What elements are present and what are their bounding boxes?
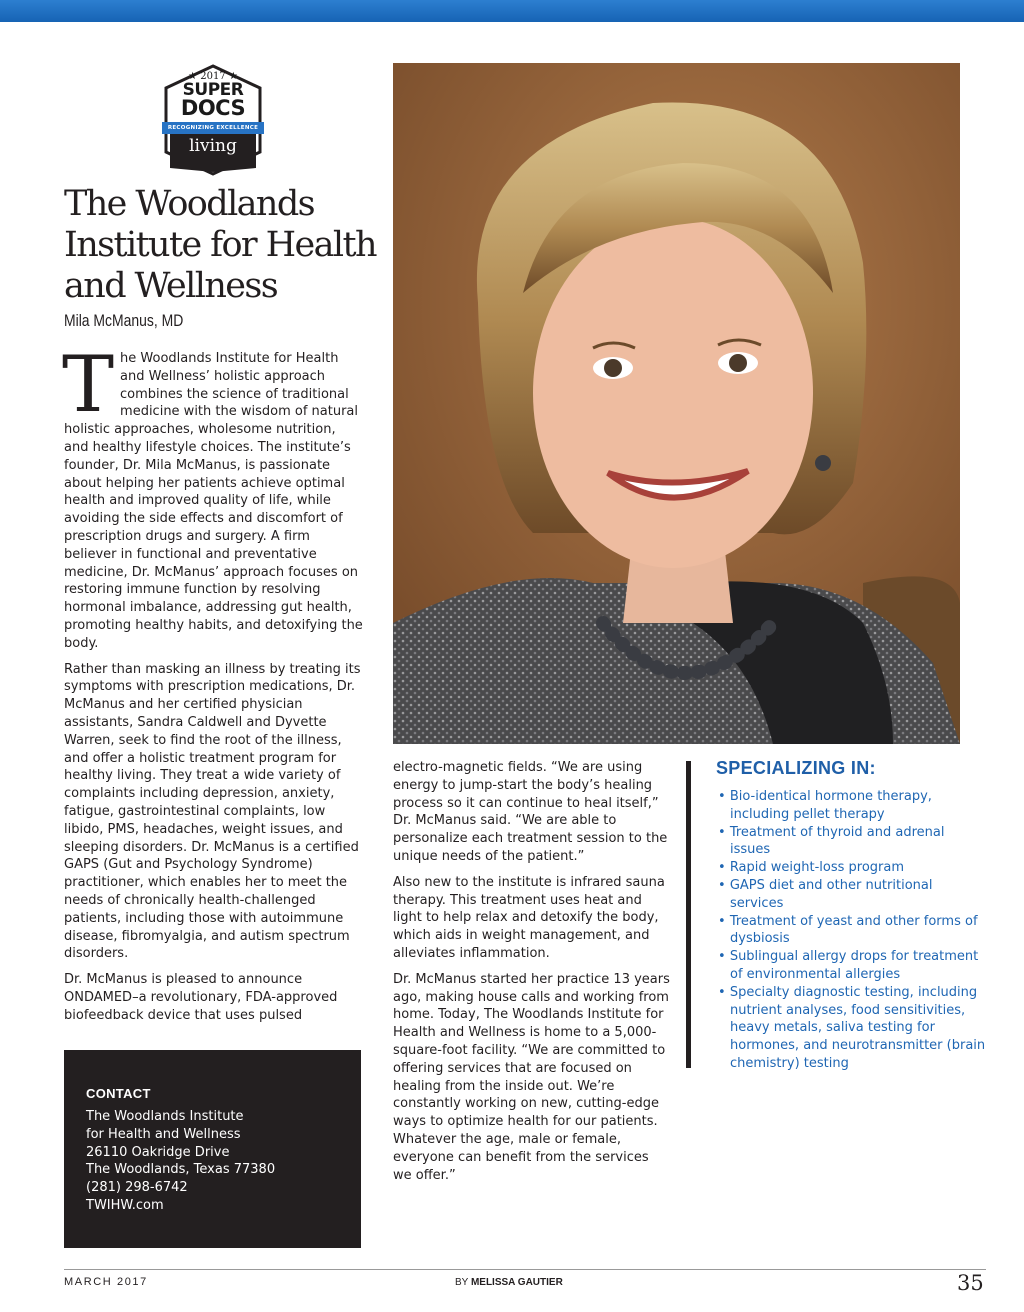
portrait-illustration (393, 63, 960, 744)
list-item: • Sublingual allergy drops for treatment of environmental allergies (716, 948, 986, 984)
footer-by-label: BY (455, 1277, 469, 1288)
list-item: • Treatment of thyroid and adrenal issues (716, 824, 986, 860)
title-line: Institute for Health (64, 225, 376, 265)
badge-docs: DOCS (180, 96, 246, 120)
list-item: • GAPS diet and other nutritional services (716, 877, 986, 913)
contact-city: The Woodlands, Texas 77380 (86, 1162, 276, 1178)
paragraph-text: he Woodlands Institute for Health and Wellness’ holistic approach combines the science of traditional medicine with the wisdom of natural holistic approaches, wholesome nutrition, and healthy lifestyle choices. The institute’s founder, Dr. Mila McManus, is passionate about helping her patients achieve optimal health and improved quality of life, while avoiding the side effects and discomfort of prescription drugs and surgery. A firm believer in functional and preventative medicine, Dr. McManus’ approach focuses on restoring immune function by resolving hormonal imbalance, addressing gut health, promoting healthy habits, and detoxifying the body. (64, 351, 363, 651)
paragraph: Also new to the institute is infrared sauna therapy. This treatment uses heat and light to help relax and detoxify the body, which aids in weight management, and alleviates inflammation. (393, 874, 665, 961)
specializing-sidebar (716, 758, 986, 1073)
paragraph (62, 340, 364, 653)
vertical-divider (686, 761, 691, 1068)
list-item: • Rapid weight-loss program (716, 859, 986, 877)
article-column-1 (62, 340, 364, 1032)
drop-cap: T (62, 340, 115, 430)
paragraph: Dr. McManus is pleased to announce ONDAMED–a revolutionary, FDA-approved biofeedback device that uses pulsed (64, 972, 338, 1023)
footer-issue-date: MARCH 2017 (64, 1276, 148, 1288)
list-item: • Treatment of yeast and other forms of dysbiosis (716, 913, 986, 949)
doctor-portrait-photo (393, 63, 960, 744)
contact-details (86, 1108, 275, 1215)
list-item: • Specialty diagnostic testing, including nutrient analyses, food sensitivities, heavy metals, saliva testing for hormones, and neurotransmitter (brain chemistry) testing (716, 984, 986, 1073)
badge-living-logo: living (189, 136, 237, 156)
contact-name-line: for Health and Wellness (86, 1126, 241, 1142)
doctor-byline: Mila McManus, MD (64, 311, 184, 330)
list-item: • Bio-identical hormone therapy, including pellet therapy (716, 788, 986, 824)
badge-super: SUPER (182, 80, 244, 100)
article-title (64, 184, 384, 307)
contact-website-link[interactable]: TWIHW.com (86, 1197, 164, 1213)
paragraph: Dr. McManus started her practice 13 years ago, making house calls and working from home. Today, The Woodlands Institute for Health and Wellness is home to a 5,000-square-foot facility. “We are committed to offering services that are focused on healing from the inside out. We’re constantly working on new, cutting-edge ways to optimize health for our patients. Whatever the age, male or female, everyone can benefit from the services we offer.” (393, 971, 670, 1183)
footer-byline (455, 1277, 563, 1288)
specialty-list (716, 788, 986, 1073)
contact-title: CONTACT (86, 1086, 151, 1101)
footer-rule (64, 1269, 986, 1270)
title-line: The Woodlands (64, 184, 315, 224)
contact-phone[interactable]: (281) 298-6742 (86, 1180, 188, 1196)
article-column-2 (393, 759, 671, 1192)
footer-author: MELISSA GAUTIER (470, 1277, 563, 1288)
paragraph: electro-magnetic fields. “We are using energy to jump-start the body’s healing process so it can continue to heal itself,” Dr. McManus said. “We are able to personalize each treatment session to the unique needs of the patient.” (393, 760, 668, 864)
badge-year: ★ 2017 ★ (188, 71, 238, 82)
paragraph: Rather than masking an illness by treating its symptoms with prescription medications, Dr. McManus and her certified physician assistants, Sandra Caldwell and Dyvette Warren, seek to find the root of the illness, and offer a holistic treatment program for healthy living. They treat a wide variety of complaints including depression, anxiety, fatigue, gastrointestinal complaints, low libido, PMS, headaches, weight issues, and sleeping disorders. Dr. McManus is a certified GAPS (Gut and Psychology Syndrome) practitioner, which enables her to meet the needs of chronically health-challenged patients, including those with autoimmune disease, fibromyalgia, and autism spectrum disorders. (64, 661, 361, 962)
badge-ribbon: RECOGNIZING EXCELLENCE (167, 125, 259, 131)
super-docs-badge (162, 64, 264, 176)
contact-name-line: The Woodlands Institute (86, 1109, 244, 1124)
title-line: and Wellness (64, 266, 278, 306)
contact-address: 26110 Oakridge Drive (86, 1144, 230, 1160)
top-color-bar (0, 0, 1024, 22)
contact-box (64, 1050, 361, 1248)
specializing-title: SPECIALIZING IN: (716, 758, 876, 778)
page-number: 35 (957, 1271, 984, 1295)
